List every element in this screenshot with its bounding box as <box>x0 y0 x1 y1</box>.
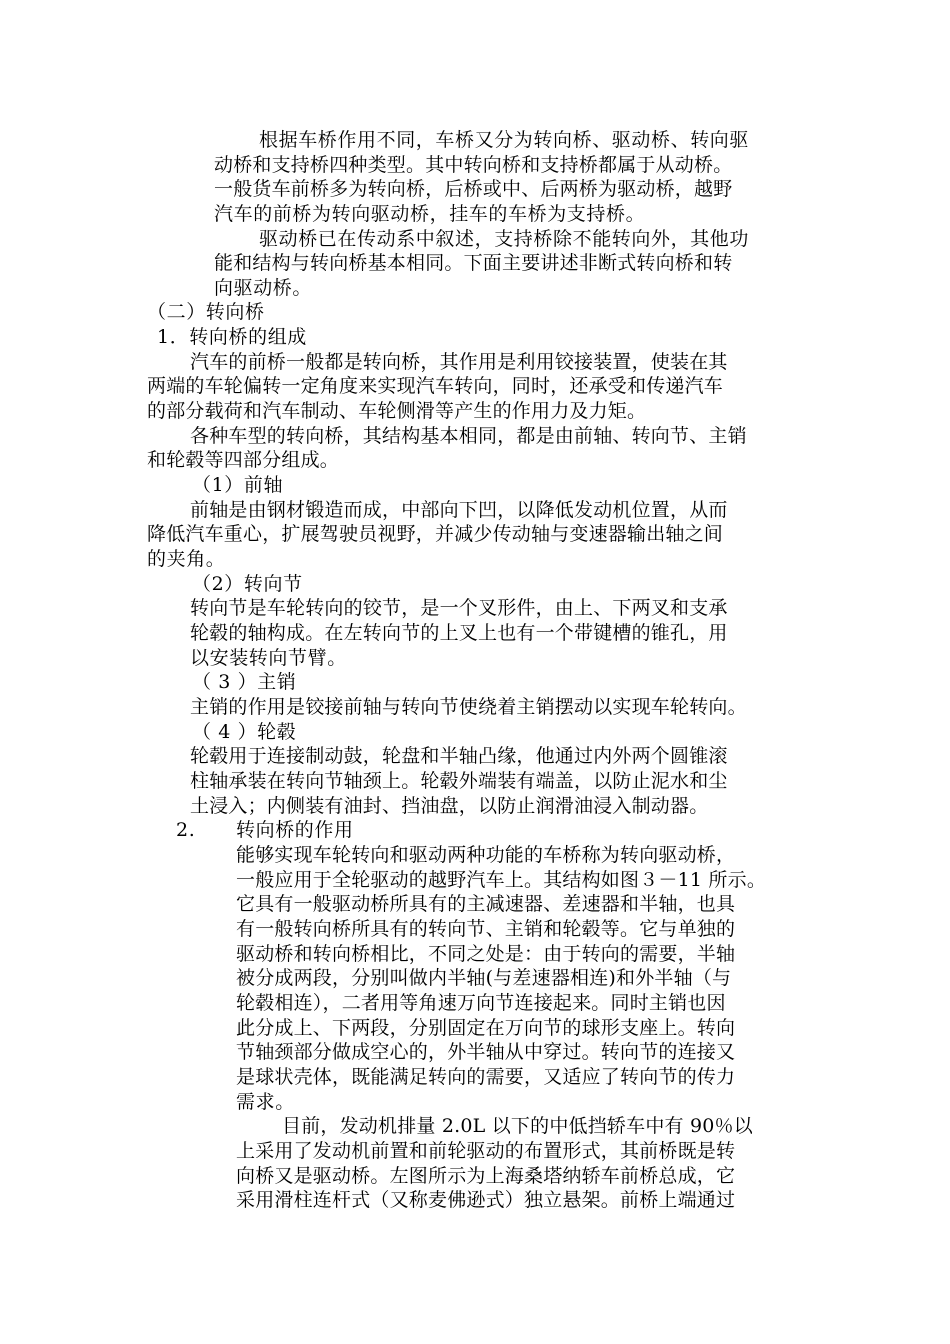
part-heading: （2）转向节 <box>192 573 303 595</box>
paragraph-line: 主销的作用是铰接前轴与转向节使绕着主销摆动以实现车轮转向。 <box>190 696 747 718</box>
paragraph-line: 被分成两段，分别叫做内半轴(与差速器相连)和外半轴（与 <box>236 967 732 989</box>
paragraph-line: 它具有一般驱动桥所具有的主减速器、差速器和半轴，也具 <box>236 893 736 915</box>
paragraph-line: 节轴颈部分做成空心的，外半轴从中穿过。转向节的连接又 <box>236 1041 736 1063</box>
paragraph-line: 土浸入；内侧装有油封、挡油盘，以防止润滑油浸入制动器。 <box>190 795 709 817</box>
paragraph-line: 一般货车前桥多为转向桥，后桥或中、后两桥为驱动桥，越野 <box>214 178 733 200</box>
paragraph-line: 以安装转向节臂。 <box>190 647 347 669</box>
paragraph-line: 是球状壳体，既能满足转向的需要，又适应了转向节的传力 <box>236 1066 736 1088</box>
paragraph-line: 各种车型的转向桥，其结构基本相同，都是由前轴、转向节、主销 <box>190 425 747 447</box>
paragraph-line: 向桥又是驱动桥。左图所示为上海桑塔纳轿车前桥总成，它 <box>236 1165 736 1187</box>
subsection-heading: 1．转向桥的组成 <box>157 326 307 348</box>
list-number: 2. <box>176 819 196 841</box>
paragraph-line: 汽车的前桥为转向驱动桥，挂车的车桥为支持桥。 <box>214 203 646 225</box>
paragraph-line: 两端的车轮偏转一定角度来实现汽车转向，同时，还承受和传递汽车 <box>147 375 724 397</box>
paragraph-line: 向驱动桥。 <box>214 277 313 299</box>
paragraph-line: 一般应用于全轮驱动的越野汽车上。其结构如图３－11 所示。 <box>236 869 767 891</box>
section-heading: （二）转向桥 <box>147 301 265 323</box>
part-heading: （ 3 ）主销 <box>192 671 297 693</box>
paragraph-line: 转向节是车轮转向的铰节，是一个叉形件，由上、下两叉和支承 <box>190 597 728 619</box>
paragraph-line: 和轮毂等四部分组成。 <box>147 449 340 471</box>
paragraph-line: 轮毂相连），二者用等角速万向节连接起来。同时主销也因 <box>236 992 726 1014</box>
paragraph-line: 能和结构与转向桥基本相同。下面主要讲述非断式转向桥和转 <box>214 252 733 274</box>
paragraph-line: 目前，发动机排量 2.0L 以下的中低挡轿车中有 90％以 <box>282 1115 753 1137</box>
paragraph-line: 此分成上、下两段，分别固定在万向节的球形支座上。转向 <box>236 1017 736 1039</box>
part-heading: （ 4 ）轮毂 <box>192 721 297 743</box>
paragraph-line: 降低汽车重心，扩展驾驶员视野，并减少传动轴与变速器输出轴之间 <box>147 523 724 545</box>
paragraph-line: 根据车桥作用不同，车桥又分为转向桥、驱动桥、转向驱 <box>259 129 750 151</box>
paragraph-line: 驱动桥和转向桥相比，不同之处是：由于转向的需要，半轴 <box>236 943 736 965</box>
subsection-heading: 转向桥的作用 <box>236 819 354 841</box>
paragraph-line: 的夹角。 <box>147 548 226 570</box>
paragraph-line: 汽车的前桥一般都是转向桥，其作用是利用铰接装置，使装在其 <box>190 351 728 373</box>
paragraph-line: 驱动桥已在传动系中叙述，支持桥除不能转向外，其他功 <box>259 228 750 250</box>
paragraph-line: 采用滑柱连杆式（又称麦佛逊式）独立悬架。前桥上端通过 <box>236 1189 736 1211</box>
paragraph-line: 动桥和支持桥四种类型。其中转向桥和支持桥都属于从动桥。 <box>214 154 733 176</box>
paragraph-line: 的部分载荷和汽车制动、车轮侧滑等产生的作用力及力矩。 <box>147 400 647 422</box>
paragraph-line: 轮毂用于连接制动鼓，轮盘和半轴凸缘，他通过内外两个圆锥滚 <box>190 745 728 767</box>
paragraph-line: 柱轴承装在转向节轴颈上。轮毂外端装有端盖，以防止泥水和尘 <box>190 770 728 792</box>
paragraph-line: 需求。 <box>236 1091 295 1113</box>
part-heading: （1）前轴 <box>192 474 284 496</box>
paragraph-line: 能够实现车轮转向和驱动两种功能的车桥称为转向驱动桥， <box>236 844 736 866</box>
paragraph-line: 上采用了发动机前置和前轮驱动的布置形式，其前桥既是转 <box>236 1140 736 1162</box>
paragraph-line: 轮毂的轴构成。在左转向节的上叉上也有一个带键槽的锥孔，用 <box>190 622 728 644</box>
paragraph-line: 有一般转向桥所具有的转向节、主销和轮毂等。它与单独的 <box>236 918 736 940</box>
paragraph-line: 前轴是由钢材锻造而成，中部向下凹，以降低发动机位置，从而 <box>190 499 728 521</box>
